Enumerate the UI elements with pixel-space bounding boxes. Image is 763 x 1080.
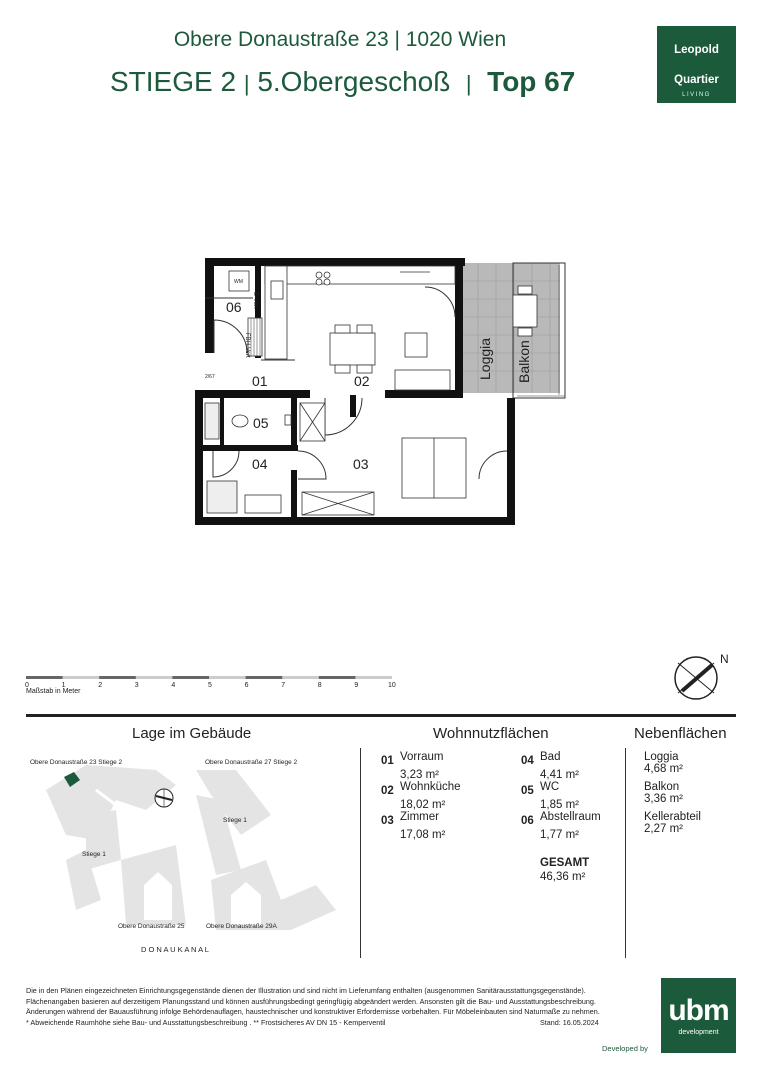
area-value: 3,23 m² <box>400 769 439 781</box>
list-item <box>521 811 631 841</box>
floor-plan <box>195 255 575 530</box>
wohn-list-left <box>381 751 511 841</box>
total-label: GESAMT <box>540 857 590 869</box>
scale-label: Maßstab in Meter <box>26 688 81 695</box>
scale-bar <box>26 676 406 688</box>
scale-tick-label: 6 <box>244 682 249 689</box>
list-item <box>381 811 511 841</box>
lage-title: Lage im Gebäude <box>132 725 252 742</box>
area-name: WC <box>540 781 560 793</box>
area-name: Bad <box>540 751 561 763</box>
area-num: 05 <box>521 785 534 797</box>
disclaimer-line: * Abweichende Raumhöhe siehe Bau- und Ausstattungsbeschreibung . ** Frostsicheres AV DN 15 - Kemperventil <box>26 1017 386 1027</box>
loggia-label: Loggia <box>477 337 493 380</box>
list-item <box>644 751 739 781</box>
logo-line1: Leopold <box>674 44 719 56</box>
area-num: 06 <box>521 815 534 827</box>
area-value: 2,27 m² <box>644 823 683 835</box>
area-name: Kellerabteil <box>644 811 701 823</box>
ubm-logo-subtext: development <box>678 1029 719 1036</box>
area-value: 3,36 m² <box>644 793 683 805</box>
label-stiege1-right: Stiege 1 <box>223 817 247 824</box>
room-03-label: 03 <box>353 456 369 472</box>
unit-heading <box>110 66 575 98</box>
fbh-vert-label: FBH-Vert <box>244 333 250 358</box>
bedroom-furniture <box>302 438 466 515</box>
north-compass <box>668 645 738 705</box>
separator: | <box>243 71 250 96</box>
area-value: 17,08 m² <box>400 829 446 841</box>
wm-label: WM <box>234 279 243 285</box>
room-06-label: 06 <box>226 299 242 315</box>
area-name: Loggia <box>644 751 679 763</box>
disclaimer-line: Flächenangaben basieren auf derzeitigem Planungsstand und können ausführungsbedingt geringfügig abgeändert werden. Ansonsten gilt die Bau- und Ausstattungsbeschreibung. <box>26 996 596 1006</box>
balkon-label: Balkon <box>516 340 532 383</box>
area-value: 1,77 m² <box>540 829 579 841</box>
room-04-label: 04 <box>252 456 268 472</box>
area-num: 01 <box>381 755 394 767</box>
area-name: Vorraum <box>400 751 444 763</box>
disclaimer-line: Die in den Plänen eingezeichneten Einrichtungsgegenstände dienen der Illustration und sind nicht im Lieferumfang enthalten (ausgenommen Sanitärausstattungsgegenstände). <box>26 986 586 995</box>
ubm-logo <box>661 978 736 1053</box>
scale-tick-label: 4 <box>171 682 176 689</box>
neben-title: Nebenflächen <box>634 725 727 742</box>
label-od23-stiege2: Obere Donaustraße 23 Stiege 2 <box>30 759 123 766</box>
list-item <box>381 781 511 811</box>
leopold-quartier-logo <box>657 26 736 103</box>
scale-tick-label: 9 <box>354 682 359 689</box>
disclaimer <box>26 986 611 1028</box>
scale-tick-label: 3 <box>134 682 139 689</box>
area-value: 4,41 m² <box>540 769 579 781</box>
e-vert-label: E-Vert <box>252 292 258 309</box>
total-block <box>540 857 589 883</box>
ubm-logo-text: ubm <box>668 994 729 1027</box>
label-donaukanal: D O N A U K A N A L <box>141 945 209 954</box>
separator: | <box>465 71 472 96</box>
area-value: 1,85 m² <box>540 799 579 811</box>
area-num: 04 <box>521 755 534 767</box>
list-item <box>644 781 739 811</box>
scale-tick-label: 7 <box>281 682 286 689</box>
scale-tick-label: 2 <box>98 682 103 689</box>
room-01-label: 01 <box>252 373 268 389</box>
developed-by: Developed by <box>602 1044 648 1053</box>
total-value: 46,36 m² <box>540 871 586 883</box>
address-heading: Obere Donaustraße 23 | 1020 Wien <box>173 28 507 51</box>
list-item <box>521 781 631 811</box>
area-value: 4,68 m² <box>644 763 683 775</box>
floor-label: 5.Obergeschoß <box>257 66 451 97</box>
area-name: Zimmer <box>400 811 439 823</box>
area-value: 18,02 m² <box>400 799 446 811</box>
section-divider <box>26 714 736 717</box>
area-name: Abstellraum <box>540 811 601 823</box>
label-od25: Obere Donaustraße 25 <box>118 923 185 930</box>
list-item <box>644 811 739 841</box>
area-num: 02 <box>381 785 394 797</box>
door-code-label: 2/67 <box>205 374 215 380</box>
wohn-list-right <box>521 751 631 841</box>
scale-tick-label: 8 <box>317 682 322 689</box>
scale-tick-label: 5 <box>208 682 212 689</box>
area-num: 03 <box>381 815 394 827</box>
list-item <box>521 751 631 781</box>
logo-line3: LIVING <box>682 92 711 98</box>
stand-date: Stand: 16.05.2024 <box>540 1018 599 1027</box>
column-divider <box>360 748 361 958</box>
living-furniture <box>330 325 450 390</box>
disclaimer-line: Änderungen während der Bauausführung infolge Behördenauflagen, haustechnischer und konstruktiver Erfordernisse vorbehalten. Für Möbeleinbauten sind Naturmaße zu nehmen. <box>26 1007 600 1017</box>
scale-tick-label: 1 <box>61 682 66 689</box>
north-label: N <box>720 652 729 666</box>
label-od27-stiege2: Obere Donaustraße 27 Stiege 2 <box>205 759 298 766</box>
scale-tick-label: 0 <box>25 682 29 689</box>
list-item <box>381 751 511 781</box>
wohn-title: Wohnnutzflächen <box>433 725 549 742</box>
area-name: Balkon <box>644 781 680 793</box>
neben-list <box>644 751 739 841</box>
label-od29a: Obere Donaustraße 29A <box>206 923 277 930</box>
loggia-tiles <box>460 263 565 398</box>
label-stiege1-left: Stiege 1 <box>82 851 106 858</box>
scale-tick-label: 10 <box>388 682 396 689</box>
logo-line2: Quartier <box>674 74 719 86</box>
site-plan <box>26 750 356 960</box>
stiege-label: STIEGE 2 <box>110 66 237 97</box>
top-label: Top 67 <box>487 66 576 97</box>
area-name: Wohnküche <box>400 781 461 793</box>
room-02-label: 02 <box>354 373 370 389</box>
room-05-label: 05 <box>253 415 269 431</box>
